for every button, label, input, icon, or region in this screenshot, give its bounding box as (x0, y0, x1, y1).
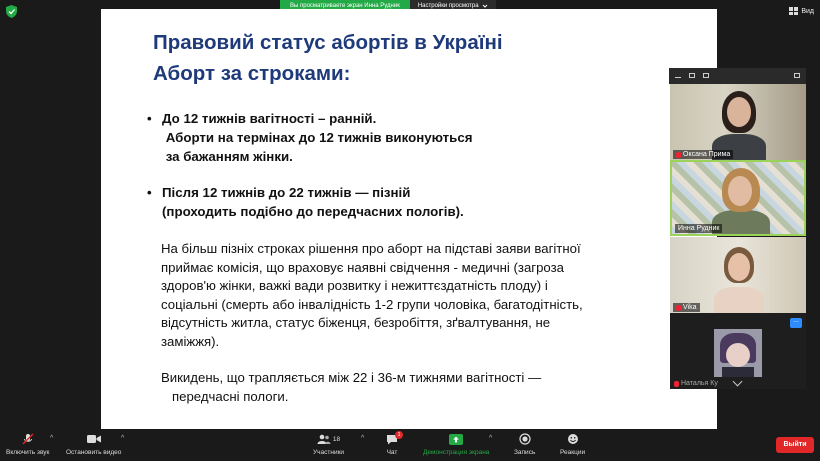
paragraph-line: відсутність житла, статус біженця, безробіття, зґвалтування, не (161, 315, 551, 331)
bullet-text-line: за бажанням жінки. (162, 149, 293, 164)
chat-unread-badge: 1 (395, 431, 403, 439)
microphone-muted-icon (22, 433, 34, 445)
participant-name: Оксана Прима (673, 150, 733, 159)
share-screen-icon (449, 434, 463, 445)
participant-avatar (714, 329, 762, 377)
bullet-early-abortion (147, 109, 473, 166)
slide-title-line-2: Аборт за строками: (153, 62, 351, 85)
video-options-chevron-up-icon[interactable]: ^ (121, 435, 125, 442)
gallery-strip-icon[interactable] (703, 73, 709, 78)
minimize-icon[interactable] (675, 73, 681, 78)
leave-meeting-button[interactable]: Выйти (776, 437, 814, 453)
meeting-toolbar (0, 430, 820, 461)
paragraph-line: На більш пізніх строках рішення про аборт на підставі заяви вагітної (161, 241, 581, 256)
record-icon (519, 433, 531, 445)
view-button[interactable] (789, 7, 814, 15)
paragraph-line: Викидень, що трапляється між 22 і 36-м тижнями вагітності — (161, 370, 542, 385)
audio-options-chevron-up-icon[interactable]: ^ (50, 435, 54, 442)
record-button[interactable]: Запись (514, 433, 535, 456)
expand-panel-icon[interactable] (794, 73, 800, 78)
participant-name: Vika (673, 303, 700, 312)
slide-title (153, 27, 503, 89)
participant-video-tile[interactable] (670, 237, 806, 313)
participant-name: Инна Рудник (675, 224, 722, 233)
paragraph-line: приймає комісія, що враховує наявні свідчення - медичні (загроза (161, 259, 564, 275)
share-screen-button[interactable]: Демонстрация экрана (423, 433, 489, 456)
participants-button[interactable]: 18 Участники (313, 435, 345, 456)
reactions-button[interactable]: Реакции (560, 433, 585, 456)
video-panel-controls (669, 68, 806, 84)
mic-muted-icon (674, 381, 679, 387)
bullet-text-line: (проходить подібно до передчасних пологів). (162, 204, 464, 219)
more-options-button[interactable]: ... (790, 318, 802, 328)
unmute-button[interactable]: Включить звук (6, 433, 49, 456)
share-options-chevron-up-icon[interactable]: ^ (489, 435, 493, 442)
mic-muted-icon (676, 305, 681, 311)
bullet-text-line: Аборти на термінах до 12 тижнів виконуються (162, 130, 473, 145)
chat-button[interactable]: 1 Чат (386, 433, 398, 456)
paragraph-line: здоров'ю жінки, важкі вади розвитку і нежиттєздатність плоду) і (161, 278, 548, 294)
miscarriage-paragraph (161, 369, 541, 406)
participants-options-chevron-up-icon[interactable]: ^ (361, 435, 365, 442)
participants-count: 18 (332, 435, 341, 443)
participant-video-tile[interactable] (670, 84, 806, 160)
commission-paragraph (161, 240, 583, 352)
gallery-grid-icon (789, 7, 798, 15)
shared-screen-slide (101, 9, 717, 429)
view-button-label: Вид (801, 7, 814, 15)
participant-name: Наталья Ку (674, 380, 718, 387)
bullet-mark: • (147, 111, 152, 126)
participants-icon (317, 434, 331, 444)
view-options-label: Настройки просмотра (417, 3, 479, 9)
paragraph-line: заміжжя). (161, 333, 220, 349)
paragraph-line: передчасні пологи. (161, 388, 289, 404)
sharing-message: Вы просматриваете экран Инна Рудник (280, 0, 410, 13)
bullet-mark: • (147, 185, 152, 200)
paragraph-line: соціальні (смерть або інвалідність 1-2 групи чоловіка, багатодітність, (161, 296, 583, 312)
bullet-text-line: До 12 тижнів вагітності – ранній. (162, 111, 377, 126)
slide-title-line-1: Правовий статус абортів в Україні (153, 31, 503, 54)
bullet-text-line: Після 12 тижнів до 22 тижнів — пізній (162, 185, 411, 200)
video-camera-icon (87, 434, 101, 444)
stop-video-button[interactable]: Остановить видео (66, 433, 121, 456)
participant-video-tile-active-speaker[interactable] (670, 160, 806, 236)
smiley-reaction-icon (567, 433, 579, 445)
speaker-view-icon[interactable] (689, 73, 695, 78)
mic-muted-icon (676, 152, 681, 158)
bullet-late-abortion (147, 183, 464, 221)
security-shield-icon[interactable] (6, 5, 17, 18)
